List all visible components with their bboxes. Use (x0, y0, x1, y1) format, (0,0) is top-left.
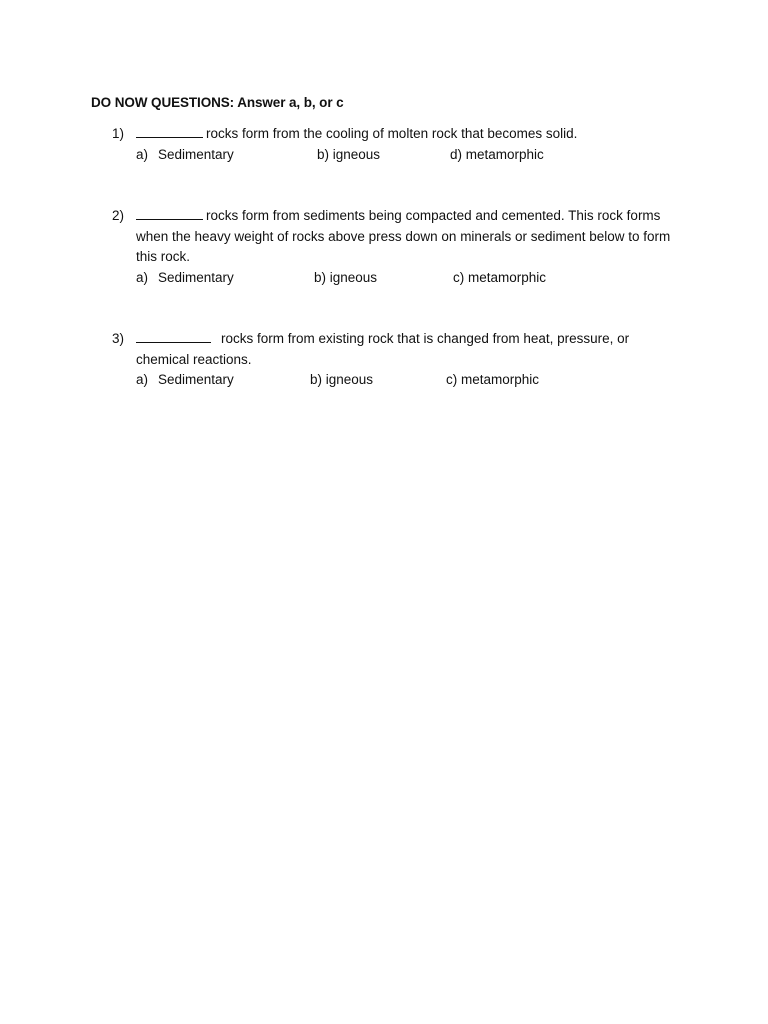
options-row (136, 145, 681, 166)
question-1 (112, 124, 692, 165)
question-text (136, 124, 681, 145)
answer-blank (136, 124, 203, 138)
option-b: b) igneous (317, 146, 381, 162)
option-d: d) metamorphic (450, 146, 544, 162)
question-text (136, 329, 681, 370)
question-3 (112, 329, 692, 391)
question-2-text: rocks form from sediments being compacted and cemented. This rock forms when the heavy weight of rocks above press down on minerals or sediment below to form this rock. (136, 208, 671, 264)
option-b: b) igneous (314, 269, 378, 285)
question-number: 3) (112, 331, 125, 346)
options-row (136, 268, 681, 289)
answer-blank (136, 206, 203, 220)
option-c: c) metamorphic (446, 372, 540, 387)
option-c: c) metamorphic (453, 269, 547, 285)
question-number: 1) (112, 126, 125, 141)
option-a: a) Sedimentary (136, 372, 234, 387)
option-b: b) igneous (310, 372, 374, 387)
question-1-text: rocks form from the cooling of molten rock that becomes solid. (206, 126, 578, 141)
answer-blank (136, 329, 211, 343)
question-number: 2) (112, 208, 125, 223)
question-3-text: rocks form from existing rock that is changed from heat, pressure, or chemical reactions. (136, 331, 630, 367)
question-2 (112, 206, 692, 288)
question-text (136, 206, 681, 268)
options-row (136, 370, 681, 391)
option-a: a) Sedimentary (136, 269, 234, 285)
page-heading: DO NOW QUESTIONS: Answer a, b, or c (91, 95, 344, 110)
option-a: a) Sedimentary (136, 146, 234, 162)
